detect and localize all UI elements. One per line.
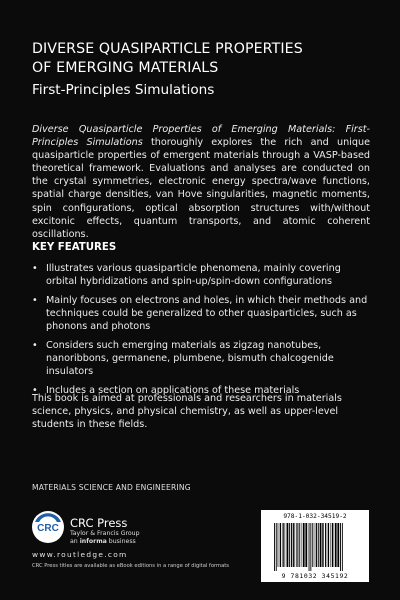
- feature-text: Illustrates various quasiparticle phenomena, mainly covering orbital hybridizations and spin-up/spin-down configurations: [46, 263, 341, 287]
- barcode-bar: [318, 523, 319, 567]
- publisher-group: Taylor & Francis Group: [70, 530, 140, 537]
- key-features-list: [32, 262, 372, 397]
- barcode-bar: [305, 523, 307, 567]
- publisher-block: [70, 517, 140, 546]
- barcode-bar: [285, 523, 286, 567]
- title-line-1: DIVERSE QUASIPARTICLE PROPERTIES: [32, 41, 303, 57]
- barcode-bar: [325, 523, 326, 567]
- barcode-bar: [297, 523, 298, 567]
- barcode-icon: [273, 523, 359, 571]
- barcode-digits: 9 781032 345192: [281, 572, 349, 580]
- barcode-bar: [314, 523, 315, 567]
- isbn-number: 978-1-032-34519-2: [283, 513, 347, 520]
- key-features-heading: KEY FEATURES: [32, 242, 117, 253]
- informa-prefix: an: [70, 538, 80, 545]
- barcode-bar: [296, 523, 297, 567]
- barcode-bar: [320, 523, 322, 567]
- list-item: [32, 262, 372, 288]
- feature-text: Considers such emerging materials as zigzag nanotubes, nanoribbons, germanene, plumbene, bismuth chalcogenide insulators: [46, 340, 334, 377]
- logo-text: CRC: [37, 523, 59, 534]
- barcode-bar: [301, 523, 302, 567]
- barcode-bar: [328, 523, 329, 567]
- barcode-bar: [340, 523, 341, 571]
- publisher-informa: [70, 538, 140, 546]
- barcode-bar: [293, 523, 294, 567]
- bullet-icon: •: [32, 385, 38, 396]
- list-item: [32, 339, 372, 378]
- bullet-icon: •: [32, 295, 38, 306]
- barcode-bar: [278, 523, 279, 567]
- book-description: [32, 123, 370, 241]
- publisher-url[interactable]: www.routledge.com: [32, 550, 128, 559]
- barcode-bar: [274, 523, 275, 571]
- barcode-bar: [283, 523, 284, 567]
- title-line-2: OF EMERGING MATERIALS: [32, 60, 219, 76]
- bullet-icon: •: [32, 263, 38, 274]
- barcode-bar: [303, 523, 305, 567]
- barcode-bar: [322, 523, 323, 567]
- bullet-icon: •: [32, 340, 38, 351]
- barcode-bar: [337, 523, 339, 567]
- book-title: [32, 40, 372, 78]
- barcode-bar: [299, 523, 300, 567]
- barcode-bar: [291, 523, 292, 567]
- barcode-bar: [310, 523, 311, 571]
- barcode-bar: [280, 523, 281, 567]
- publisher-name: CRC Press: [70, 516, 128, 530]
- series-name: MATERIALS SCIENCE AND ENGINEERING: [32, 483, 191, 492]
- description-body: thoroughly explores the rich and unique quasiparticle properties of emergent materials through a VASP-based theoretical framework. Evaluations and analyses are conducted on the crystal symmetries, electronic energy spectra/wave functions, spatial charge densities, van Hove singularities, magnetic moments, spin configurations, optical absorption structures with/without excitonic effects, quantum transports, and atomic coherent oscillations.: [32, 137, 370, 240]
- isbn-barcode-box: [261, 510, 369, 582]
- barcode-bar: [287, 523, 289, 567]
- barcode-bar: [335, 523, 337, 567]
- barcode-bar: [332, 523, 333, 567]
- crc-logo-icon: [31, 510, 65, 544]
- informa-suffix: business: [106, 538, 136, 545]
- barcode-bar: [312, 523, 313, 567]
- description-italic-lead: Diverse Quasiparticle Properties of Emerging Materials: First-Principles Simulations: [32, 124, 370, 149]
- list-item: [32, 294, 372, 333]
- informa-bold: informa: [79, 538, 107, 545]
- barcode-bar: [309, 523, 310, 571]
- barcode-bar: [331, 523, 332, 567]
- barcode-bar: [342, 523, 343, 571]
- book-subtitle: First-Principles Simulations: [32, 82, 215, 98]
- barcode-bar: [316, 523, 317, 567]
- audience-paragraph: This book is aimed at professionals and researchers in materials science, physics, and physical chemistry, as well as upper-level students in these fields.: [32, 393, 342, 431]
- barcode-bar: [276, 523, 277, 571]
- ebook-note: CRC Press titles are available as eBook editions in a range of digital formats: [32, 563, 229, 569]
- feature-text: Mainly focuses on electrons and holes, in which their methods and techniques could be generalized to other quasiparticles, such as phonons and photons: [46, 295, 368, 332]
- feature-text: Includes a section on applications of these materials: [46, 385, 300, 396]
- barcode-bar: [289, 523, 290, 567]
